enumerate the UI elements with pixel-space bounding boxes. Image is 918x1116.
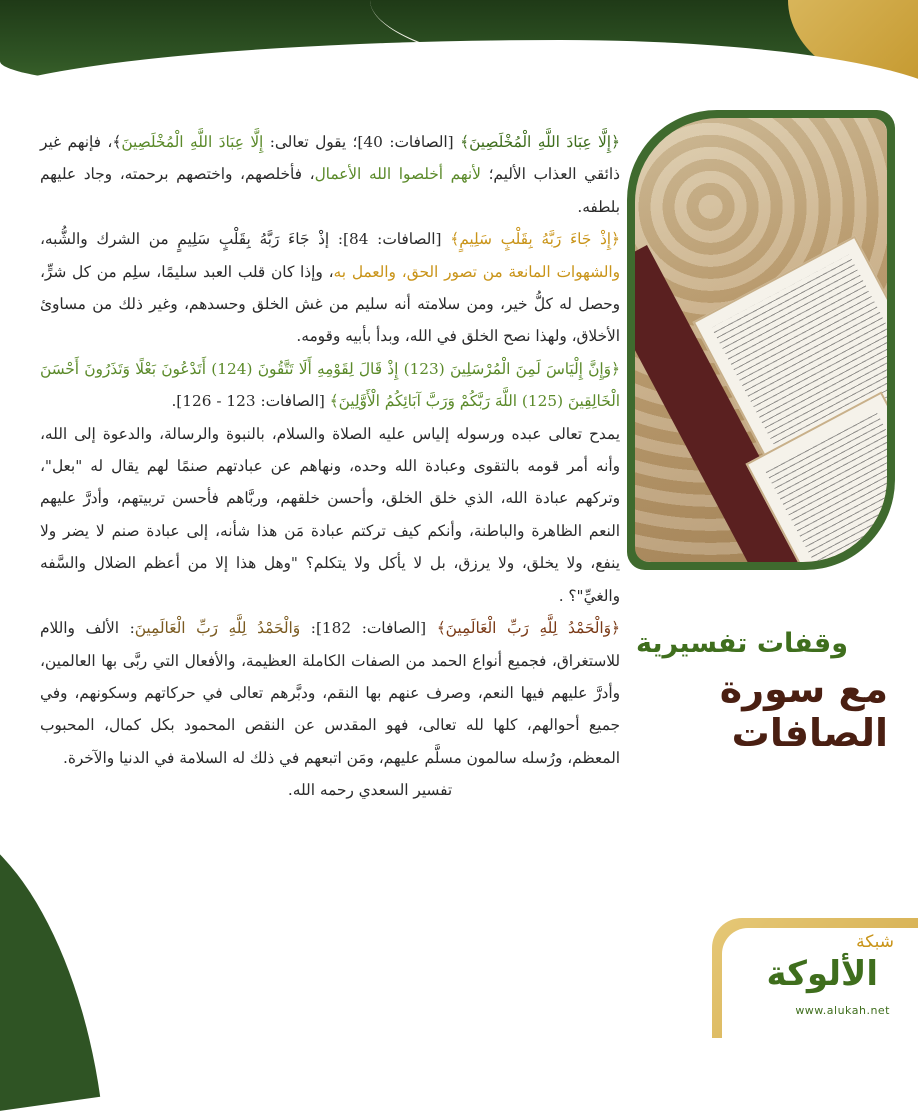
title-line-2: مع سورة الصافات	[719, 667, 888, 755]
quran-photo	[635, 118, 887, 562]
verse-inline: إِلَّا عِبَادَ اللَّهِ الْمُخْلَصِينَ	[121, 133, 264, 151]
source-credit: تفسير السعدي رحمه الله.	[287, 781, 453, 800]
paragraph-2	[40, 223, 620, 353]
paragraph-text: يمدح تعالى عبده ورسوله إلياس عليه الصلاة والسلام، بالنبوة والرسالة، والدعوة إلى الله، وأنه أمر قومه بالتقوى وعبادة الله وحده، ونهاهم عن عبادتهم صنمًا لهم يقال له "بعل"، وتركهم عبادة الله، الذي خلق الخلق، وأحسن خلقهم، وربَّاهم فأحسن تربيتهم، وأدرَّ عليهم النعم الظاهرة والباطنة، وأنكم كيف تركتم عبادة مَن هذا شأنه، إلى عبادة صنم لا يضر ولا ينفع، ولا يخلق، ولا يرزق، بل لا يأكل ولا يتكلم؟ "وهل هذا إلا من أعظم الضلال والسَّفه والغيِّ"؟ .	[40, 424, 620, 605]
verse: ﴿وَإِنَّ إِلْيَاسَ لَمِنَ الْمُرْسَلِينَ (123) إِذْ قَالَ لِقَوْمِهِ أَلَا تَتَّقُونَ (124) أَتَدْعُونَ بَعْلًا وَتَذَرُونَ أَحْسَنَ الْخَالِقِينَ (125) اللَّهَ رَبَّكُمْ وَرَبَّ آبَائِكُمُ الْأَوَّلِينَ﴾	[40, 359, 620, 411]
footer-corner-green	[0, 800, 100, 1116]
verse-reference: [الصافات: 84]: إذْ جَاءَ رَبَّهُ بِقَلْبٍ سَلِيمٍ من الشرك والشُّبه،	[40, 230, 451, 249]
paragraph-4	[40, 612, 620, 774]
paragraph-3	[40, 353, 620, 612]
logo-url: www.alukah.net	[795, 1004, 890, 1017]
logo-network-label: شبكة	[856, 932, 894, 952]
paragraph-text: : الألف واللام للاستغراق، فجميع أنواع الحمد من الصفات الكاملة العظيمة، والأفعال التي ربَّى بها العالمين، وأدرَّ عليهم فيها النعم، وصرف عنهم بها النقم، ودبَّرهم تعالى في حركاتهم وسكونهم، وفي جميع أحوالهم، كلها لله تعالى، فهو المقدس عن النقص المحمود بكل كمال، المحبوب المعظم، ورُسله سالمون مسلَّم عليهم، ومَن اتبعهم في ذلك له السلامة في الدنيا والآخرة.	[40, 619, 620, 767]
paragraph-text: ، وإذا كان قلب العبد سليمًا، سلِم من كل شرٍّ، وحصل له كلُّ خير، ومن سلامته أنه سليم من غش الخلق وحسدهم، وغير ذلك من مساوئ الأخلاق، ولهذا نصح الخلق في الله، وبدأ بأبيه وقومه.	[40, 262, 620, 346]
verse: ﴿إِذْ جَاءَ رَبَّهُ بِقَلْبٍ سَلِيمٍ﴾	[450, 230, 621, 249]
paragraph-1	[40, 126, 620, 223]
verse-inline: وَالْحَمْدُ لِلَّهِ رَبِّ الْعَالَمِينَ	[134, 619, 301, 638]
article-body	[40, 126, 620, 807]
highlight-text: والشهوات المانعة من تصور الحق، والعمل به	[333, 262, 621, 281]
verse: ﴿إِلَّا عِبَادَ اللَّهِ الْمُخْلَصِينَ﴾	[460, 133, 620, 151]
logo-name: الألوكة	[766, 954, 878, 994]
paragraph-text: ، فأخلصهم، واختصهم برحمته، وجاد عليهم بلطفه.	[40, 165, 620, 216]
title-block	[600, 628, 908, 755]
alukah-logo	[712, 918, 918, 1038]
verse-reference: [الصافات: 40]؛ يقول تعالى:	[263, 133, 461, 151]
verse-reference: [الصافات: 123 - 126].	[171, 392, 330, 411]
verse: ﴿وَالْحَمْدُ لِلَّهِ رَبِّ الْعَالَمِينَ﴾	[436, 619, 621, 638]
verse-reference: [الصافات: 182]:	[300, 619, 437, 638]
highlight-text: لأنهم أخلصوا الله الأعمال	[314, 165, 481, 184]
title-line-1: وقفات تفسيرية	[636, 628, 848, 659]
quran-photo-frame	[627, 110, 895, 570]
paragraph-text: ﴾، فإنهم غير ذائقي العذاب الأليم؛	[40, 133, 620, 184]
